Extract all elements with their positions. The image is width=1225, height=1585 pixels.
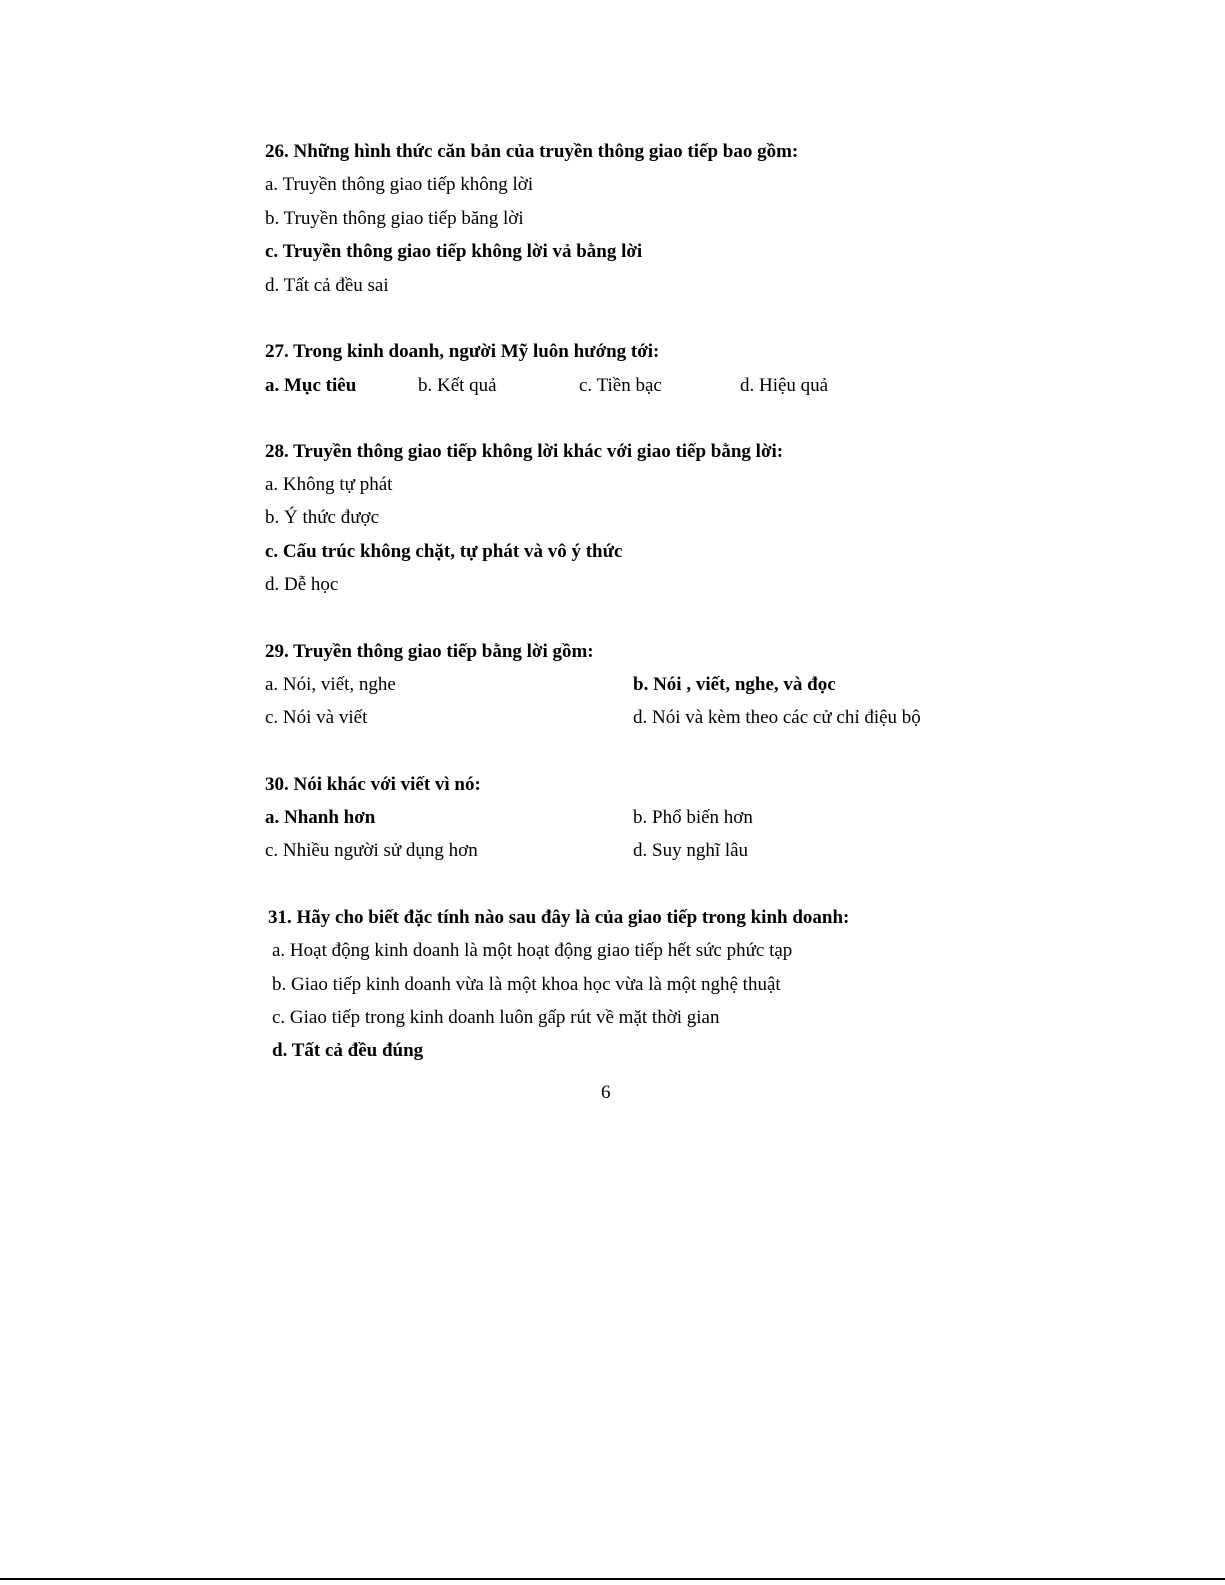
- question-31-option-c: c. Giao tiếp trong kinh doanh luôn gấp rút về mặt thời gian: [272, 1007, 720, 1028]
- question-26-option-c: c. Truyền thông giao tiếp không lời vả bằng lời: [265, 241, 643, 262]
- question-31-option-a: a. Hoạt động kinh doanh là một hoạt động giao tiếp hết sức phức tạp: [272, 940, 793, 961]
- bottom-edge-rule: [0, 1578, 1225, 1580]
- question-29-option-d: d. Nói và kèm theo các cử chỉ điệu bộ: [633, 707, 921, 728]
- question-29-option-c: c. Nói và viết: [265, 707, 368, 728]
- question-26-option-a: a. Truyền thông giao tiếp không lời: [265, 174, 534, 195]
- question-27-option-b: b. Kết quả: [418, 375, 497, 396]
- question-28-option-c: c. Cấu trúc không chặt, tự phát và vô ý thức: [265, 541, 623, 562]
- question-31-title: 31. Hãy cho biết đặc tính nào sau đây là của giao tiếp trong kinh doanh:: [268, 907, 850, 928]
- question-31-option-b: b. Giao tiếp kinh doanh vừa là một khoa học vừa là một nghệ thuật: [272, 974, 781, 995]
- question-27-title: 27. Trong kinh doanh, người Mỹ luôn hướng tới:: [265, 341, 660, 362]
- question-26-title: 26. Những hình thức căn bản của truyền thông giao tiếp bao gồm:: [265, 141, 799, 162]
- question-28-title: 28. Truyền thông giao tiếp không lời khác với giao tiếp bằng lời:: [265, 441, 784, 462]
- question-29-title: 29. Truyền thông giao tiếp bằng lời gồm:: [265, 641, 594, 662]
- question-27-option-c: c. Tiền bạc: [579, 375, 662, 396]
- question-30-option-a: a. Nhanh hơn: [265, 807, 376, 828]
- question-28-option-d: d. Dễ học: [265, 574, 339, 595]
- page-number: 6: [601, 1082, 611, 1103]
- question-30-title: 30. Nói khác với viết vì nó:: [265, 774, 481, 795]
- question-27-option-d: d. Hiệu quả: [740, 375, 829, 396]
- question-26-option-b: b. Truyền thông giao tiếp băng lời: [265, 208, 524, 229]
- question-30-option-b: b. Phổ biến hơn: [633, 807, 753, 828]
- question-27-option-a: a. Mục tiêu: [265, 375, 357, 396]
- question-31-option-d: d. Tất cả đều đúng: [272, 1040, 424, 1061]
- question-29-option-a: a. Nói, viết, nghe: [265, 674, 396, 695]
- question-26-option-d: d. Tất cả đều sai: [265, 275, 389, 296]
- question-28-option-a: a. Không tự phát: [265, 474, 393, 495]
- question-28-option-b: b. Ý thức được: [265, 507, 380, 528]
- question-30-option-d: d. Suy nghĩ lâu: [633, 840, 749, 861]
- question-30-option-c: c. Nhiều người sử dụng hơn: [265, 840, 478, 861]
- question-29-option-b: b. Nói , viết, nghe, và đọc: [633, 674, 836, 695]
